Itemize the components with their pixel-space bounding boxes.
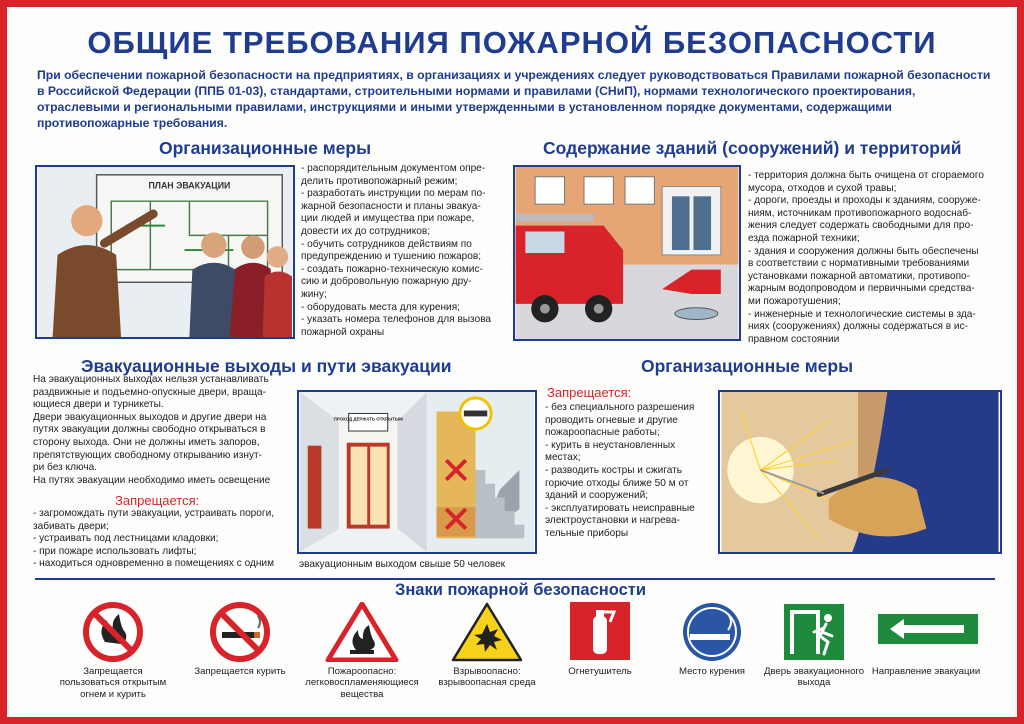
evacuation-forbidden-text: - загромождать пути эвакуации, устраивать пороги, забивать двери; - устраивать под лестницами кладовки; - при пожаре использовать лифты; - находиться одновременно в помещениях с одним bbox=[33, 508, 275, 570]
sign-caption: Запрещается пользоваться открытым огнем и курить bbox=[59, 666, 167, 700]
evacuation-heading: Эвакуационные выходы и пути эвакуации bbox=[81, 356, 452, 376]
explosive-warning-icon bbox=[427, 602, 547, 662]
fire-truck-illustration bbox=[513, 165, 741, 341]
sign-caption: Место курения bbox=[678, 666, 746, 677]
org-measures-2-text: - без специального разрешения проводить огневые и другие пожароопасные работы; - курить в неустановленных местах; - разводить костры и сжигать горючие отходы ближе 50 м от зданий и сооружений; - эксплуатировать неисправные электроустановки и нагрева- тельные приборы bbox=[545, 402, 695, 539]
evacuation-plan-illustration bbox=[35, 165, 295, 339]
signs-heading: Знаки пожарной безопасности bbox=[395, 581, 647, 599]
org-measures-2-forbidden-label: Запрещается: bbox=[547, 385, 632, 400]
sign-caption: Взрывоопасно: взрывоопасная среда bbox=[438, 666, 536, 689]
intro-paragraph: При обеспечении пожарной безопасности на предприятиях, в организациях и учреждениях следует руководствоваться Правилами пожарной безопасности в Российской Федерации (ППБ 01-03), стандартами, строительными нормами и правилами (СНиП), нормами технологического проектирования, отраслевыми и региональными правилами, инструкциями и иными утвержденными в установленном порядке документами, содержащими противопожарные требования. bbox=[37, 68, 991, 130]
page-title: ОБЩИЕ ТРЕБОВАНИЯ ПОЖАРНОЙ БЕЗОПАСНОСТИ bbox=[87, 25, 937, 60]
buildings-text: - территория должна быть очищена от сгораемого мусора, отходов и сухой травы; - дороги, проезды и проходы к зданиям, сооруже- ниям, источникам противопожарного водоснаб- жения следует содержать свободными для про- езда пожарной техники; - здания и сооружения должны быть обеспечены в соответствии с нормативными требованиями установками пожарной автоматики, противопо- жарным водопроводом и первичными средства- ми пожаротушения; - инженерные и технологические системы в зда- ниях (сооружениях) должны содержаться в ис- правном состоянии bbox=[748, 170, 984, 345]
evacuation-forbidden-label: Запрещается: bbox=[115, 493, 200, 508]
org-measures-2-heading: Организационные меры bbox=[641, 356, 854, 376]
evacuation-arrow-icon bbox=[866, 602, 986, 662]
evacuation-continuation-text: эвакуационным выходом свыше 50 человек bbox=[299, 559, 506, 570]
no-smoking-icon bbox=[180, 602, 300, 662]
emergency-exit-icon bbox=[754, 602, 874, 662]
evacuation-plan-board-label: ПЛАН ЭВАКУАЦИИ bbox=[148, 180, 231, 191]
section-divider bbox=[35, 578, 995, 580]
welding-illustration bbox=[718, 390, 1002, 554]
evacuation-text: На эвакуационных выходах нельзя устанавливать раздвижные и подъемно-опускные двери, враща- ющиеся двери и турникеты. Двери эвакуационных выходов и другие двери на путях эвакуации должны свободно открываться в сторону выхода. Они не должны иметь запоров, препятствующих свободному открыванию изнут- ри без ключа. На путях эвакуации необходимо иметь освещение bbox=[33, 374, 271, 486]
sign-caption: Пожароопасно: легковоспламеняющиеся вещества bbox=[305, 666, 419, 700]
sign-caption: Огнетушитель bbox=[568, 666, 632, 677]
flammable-warning-icon bbox=[302, 602, 422, 662]
evacuation-exit-illustration bbox=[297, 390, 537, 554]
no-open-fire-icon bbox=[53, 602, 173, 662]
sign-caption: Направление эвакуации bbox=[871, 666, 981, 677]
sign-caption: Дверь эвакуационного выхода bbox=[763, 666, 865, 689]
buildings-heading: Содержание зданий (сооружений) и территорий bbox=[543, 138, 962, 158]
org-measures-heading: Организационные меры bbox=[159, 138, 372, 158]
door-sign-label: ПРОХОД ДЕРЖАТЬ ОТКРЫТЫМ bbox=[333, 416, 403, 422]
fire-extinguisher-icon bbox=[540, 602, 660, 662]
org-measures-text: - распорядительным документом опре- делить противопожарный режим; - разработать инструкции по мерам по- жарной безопасности и планы эвакуа- ции людей и имущества при пожаре, довести их до сотрудников; - обучить сотрудников действиям по предупреждению и тушению пожаров; - создать пожарно-техническую комис- сию и добровольную пожарную дру- жину; - оборудовать места для курения; - указать номера телефонов для вызова пожарной охраны bbox=[301, 163, 492, 338]
sign-caption: Запрещается курить bbox=[194, 666, 286, 677]
